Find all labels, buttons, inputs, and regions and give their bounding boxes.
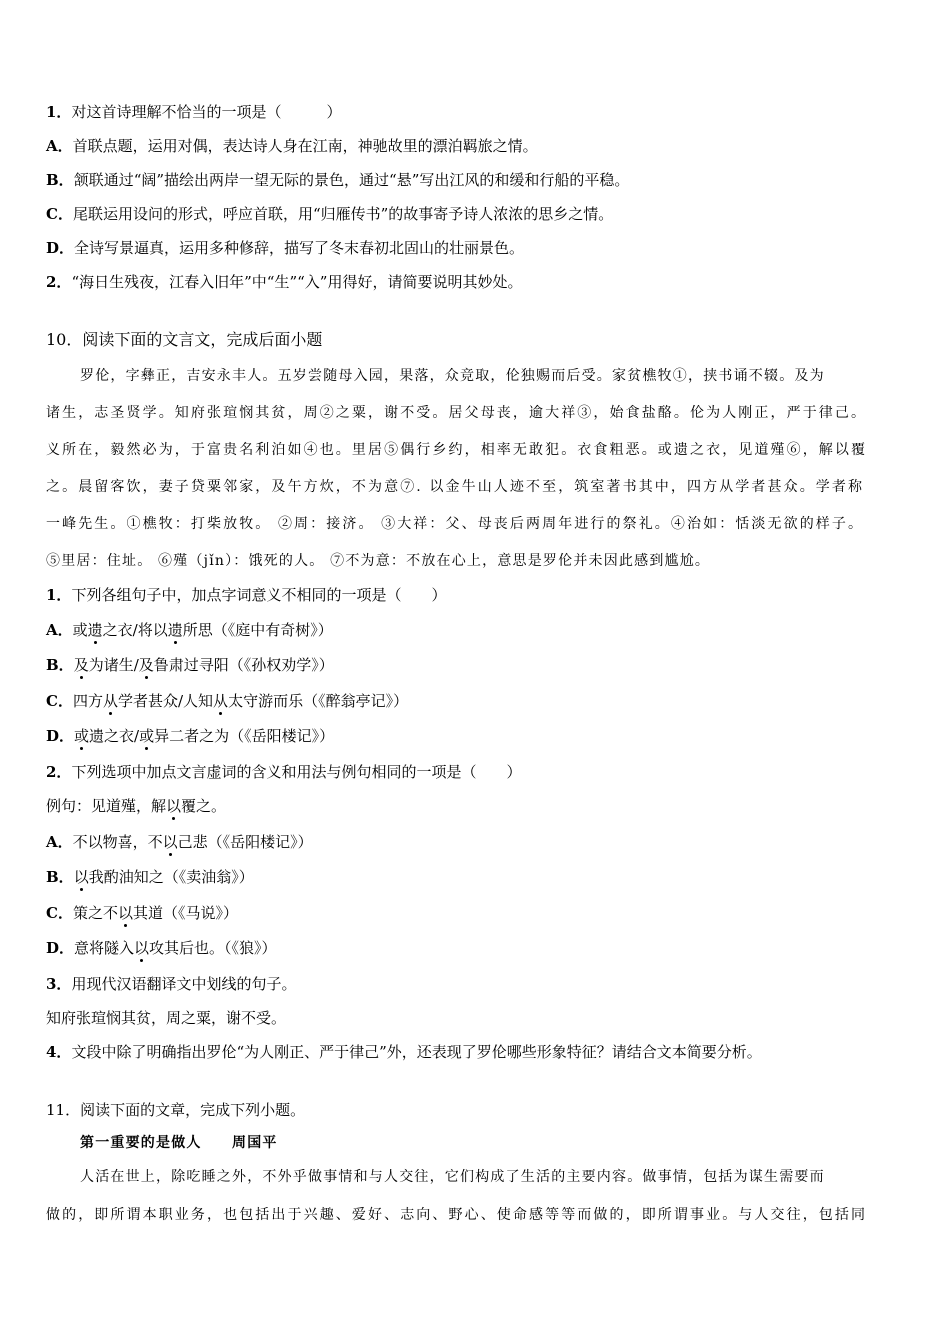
option-letter: B． (46, 656, 74, 674)
question-number: 1． (46, 586, 72, 604)
dotted-word: 及 (138, 656, 154, 674)
option-text: 鲁肃过寻阳（《孙权劝学》） (153, 656, 334, 674)
q10-passage-line: 义所在，毅然必为，于富贵名利泊如④也。里居⑤偶行乡约，相率无敢犯。衣食粗恶。或遗之衣，见道殣⑥，解以覆 (46, 442, 868, 458)
option-text: 尾联运用设问的形式，呼应首联，用“归雁传书”的故事寄予诗人浓浓的思乡之情。 (72, 205, 614, 223)
option-letter: B． (46, 868, 74, 886)
option-letter: C． (46, 904, 73, 922)
q11-passage-line: 人活在世上，除吃睡之外，不外乎做事情和与人交往，它们构成了生活的主要内容。做事情，包括为谋生需要而 (80, 1169, 825, 1185)
option-text: 意将隧入 (74, 939, 135, 957)
option-letter: D． (46, 727, 75, 745)
option-text: 太守游而乐（《醉翁亭记》） (228, 692, 409, 710)
q10-q1-option-a (46, 620, 906, 640)
option-letter: A． (46, 833, 73, 851)
option-text: 策之不 (72, 904, 118, 922)
q10-q1-option-b (46, 655, 906, 675)
q9-option-d (46, 238, 906, 258)
q10-passage-line: ⑤里居：住址。 ⑥殣（jǐn）：饿死的人。 ⑦不为意：不放在心上，意思是罗伦并未因此感到尴尬。 (46, 553, 711, 569)
example-text: 例句：见道殣，解 (46, 797, 167, 815)
q10-q2-option-c (46, 903, 906, 923)
dotted-word: 以 (134, 939, 150, 957)
question-text: 文段中除了明确指出罗伦“为人刚正、严于律己”外，还表现了罗伦哪些形象特征？请结合文本简要分析。 (71, 1043, 762, 1061)
question-number: 2． (46, 273, 72, 291)
option-text: 我酌油知之（《卖油翁》） (88, 868, 254, 886)
option-text: 为诸生/ (88, 656, 139, 674)
q10-passage-line: 之。晨留客饮，妻子贷粟邻家，及午方炊，不为意⑦. 以金牛山人迹不至，筑室著书其中，四方从学者甚众。学者称 (46, 479, 865, 495)
q10-question-1 (46, 585, 906, 605)
dotted-word: 遗 (167, 621, 183, 639)
question-text: 用现代汉语翻译文中划线的句子。 (71, 975, 297, 993)
question-text: 下列各组句子中，加点字词意义不相同的一项是（ ） (71, 586, 447, 604)
q10-q1-option-c (46, 691, 906, 711)
option-letter: C． (46, 205, 73, 223)
option-letter: D． (46, 239, 75, 257)
q10-example-sentence (46, 796, 906, 816)
question-text: “海日生残夜，江春入旧年”中“生”“入”用得好，请简要说明其妙处。 (71, 273, 523, 291)
q10-passage-line: 罗伦，字彝正，吉安永丰人。五岁尝随母入园，果落，众竞取，伦独赐而后受。家贫樵牧①，挟书诵不辍。及为 (80, 368, 825, 384)
dotted-word: 以 (166, 797, 182, 815)
option-letter: D． (46, 939, 75, 957)
option-letter: A． (46, 137, 73, 155)
q10-q2-option-b (46, 867, 906, 887)
option-text: 四方 (72, 692, 103, 710)
option-text: 学者甚众/人知 (117, 692, 214, 710)
option-text: 己悲（《岳阳楼记》） (177, 833, 313, 851)
option-letter: B． (46, 171, 74, 189)
example-text: 覆之。 (181, 797, 227, 815)
option-letter: A． (46, 621, 73, 639)
option-text: 颔联通过“阔”描绘出两岸一望无际的景色，通过“悬”写出江风的和缓和行船的平稳。 (73, 171, 630, 189)
question-number: 1． (46, 103, 72, 121)
dotted-word: 从 (102, 692, 118, 710)
q10-q1-option-d (46, 726, 906, 746)
dotted-word: 以 (162, 833, 178, 851)
question-number: 2． (46, 763, 72, 781)
option-text: 首联点题，运用对偶，表达诗人身在江南，神驰故里的漂泊羁旅之情。 (72, 137, 538, 155)
q9-question-2 (46, 272, 906, 292)
dotted-word: 遗 (87, 621, 103, 639)
option-text: 遗之衣/ (89, 727, 140, 745)
option-text: 其道（《马说》） (132, 904, 238, 922)
q10-question-4 (46, 1042, 906, 1062)
option-text: 攻其后也。（《狼》） (149, 939, 277, 957)
q10-heading: 10．阅读下面的文言文，完成后面小题 (46, 330, 323, 349)
dotted-word: 及 (73, 656, 89, 674)
q10-question-2 (46, 762, 906, 782)
q10-q2-option-d (46, 938, 906, 958)
option-text: 或 (72, 621, 88, 639)
dotted-word: 以 (117, 904, 133, 922)
option-text: 所思（《庭中有奇树》） (182, 621, 333, 639)
question-text: 对这首诗理解不恰当的一项是（ ） (71, 103, 342, 121)
q10-passage-line: 一峰先生。①樵牧：打柴放牧。 ②周：接济。 ③大祥：父、母丧后两周年进行的祭礼。④治如：恬淡无欲的样子。 (46, 516, 865, 532)
q10-passage-line: 诸生，志圣贤学。知府张瑄悯其贫，周②之粟，谢不受。居父母丧，逾大祥③，始食盐酪。伦为人刚正，严于律己。 (46, 405, 868, 421)
q11-article-title: 第一重要的是做人 周国平 (80, 1135, 278, 1151)
q10-translation-sentence: 知府张瑄悯其贫，周之粟，谢不受。 (46, 1009, 287, 1027)
q9-option-b (46, 170, 906, 190)
q11-passage-line: 做的，即所谓本职业务，也包括出于兴趣、爱好、志向、野心、使命感等等而做的，即所谓事业。与人交往，包括同 (46, 1207, 868, 1223)
q11-heading: 11．阅读下面的文章，完成下列小题。 (46, 1101, 306, 1119)
question-text: 下列选项中加点文言虚词的含义和用法与例句相同的一项是（ ） (71, 763, 522, 781)
option-text: 之衣/将以 (102, 621, 168, 639)
option-text: 不以物喜，不 (72, 833, 163, 851)
q9-question-1 (46, 102, 906, 122)
option-letter: C． (46, 692, 73, 710)
q10-q2-option-a (46, 832, 906, 852)
q10-question-3 (46, 974, 906, 994)
dotted-word: 或 (74, 727, 90, 745)
question-number: 3． (46, 975, 72, 993)
question-number: 4． (46, 1043, 72, 1061)
q9-option-a (46, 136, 906, 156)
option-text: 异二者之为（《岳阳楼记》） (154, 727, 335, 745)
q9-option-c (46, 204, 906, 224)
dotted-word: 以 (73, 868, 89, 886)
option-text: 全诗写景逼真，运用多种修辞，描写了冬末春初北固山的壮丽景色。 (74, 239, 525, 257)
dotted-word: 从 (213, 692, 229, 710)
dotted-word: 或 (139, 727, 155, 745)
